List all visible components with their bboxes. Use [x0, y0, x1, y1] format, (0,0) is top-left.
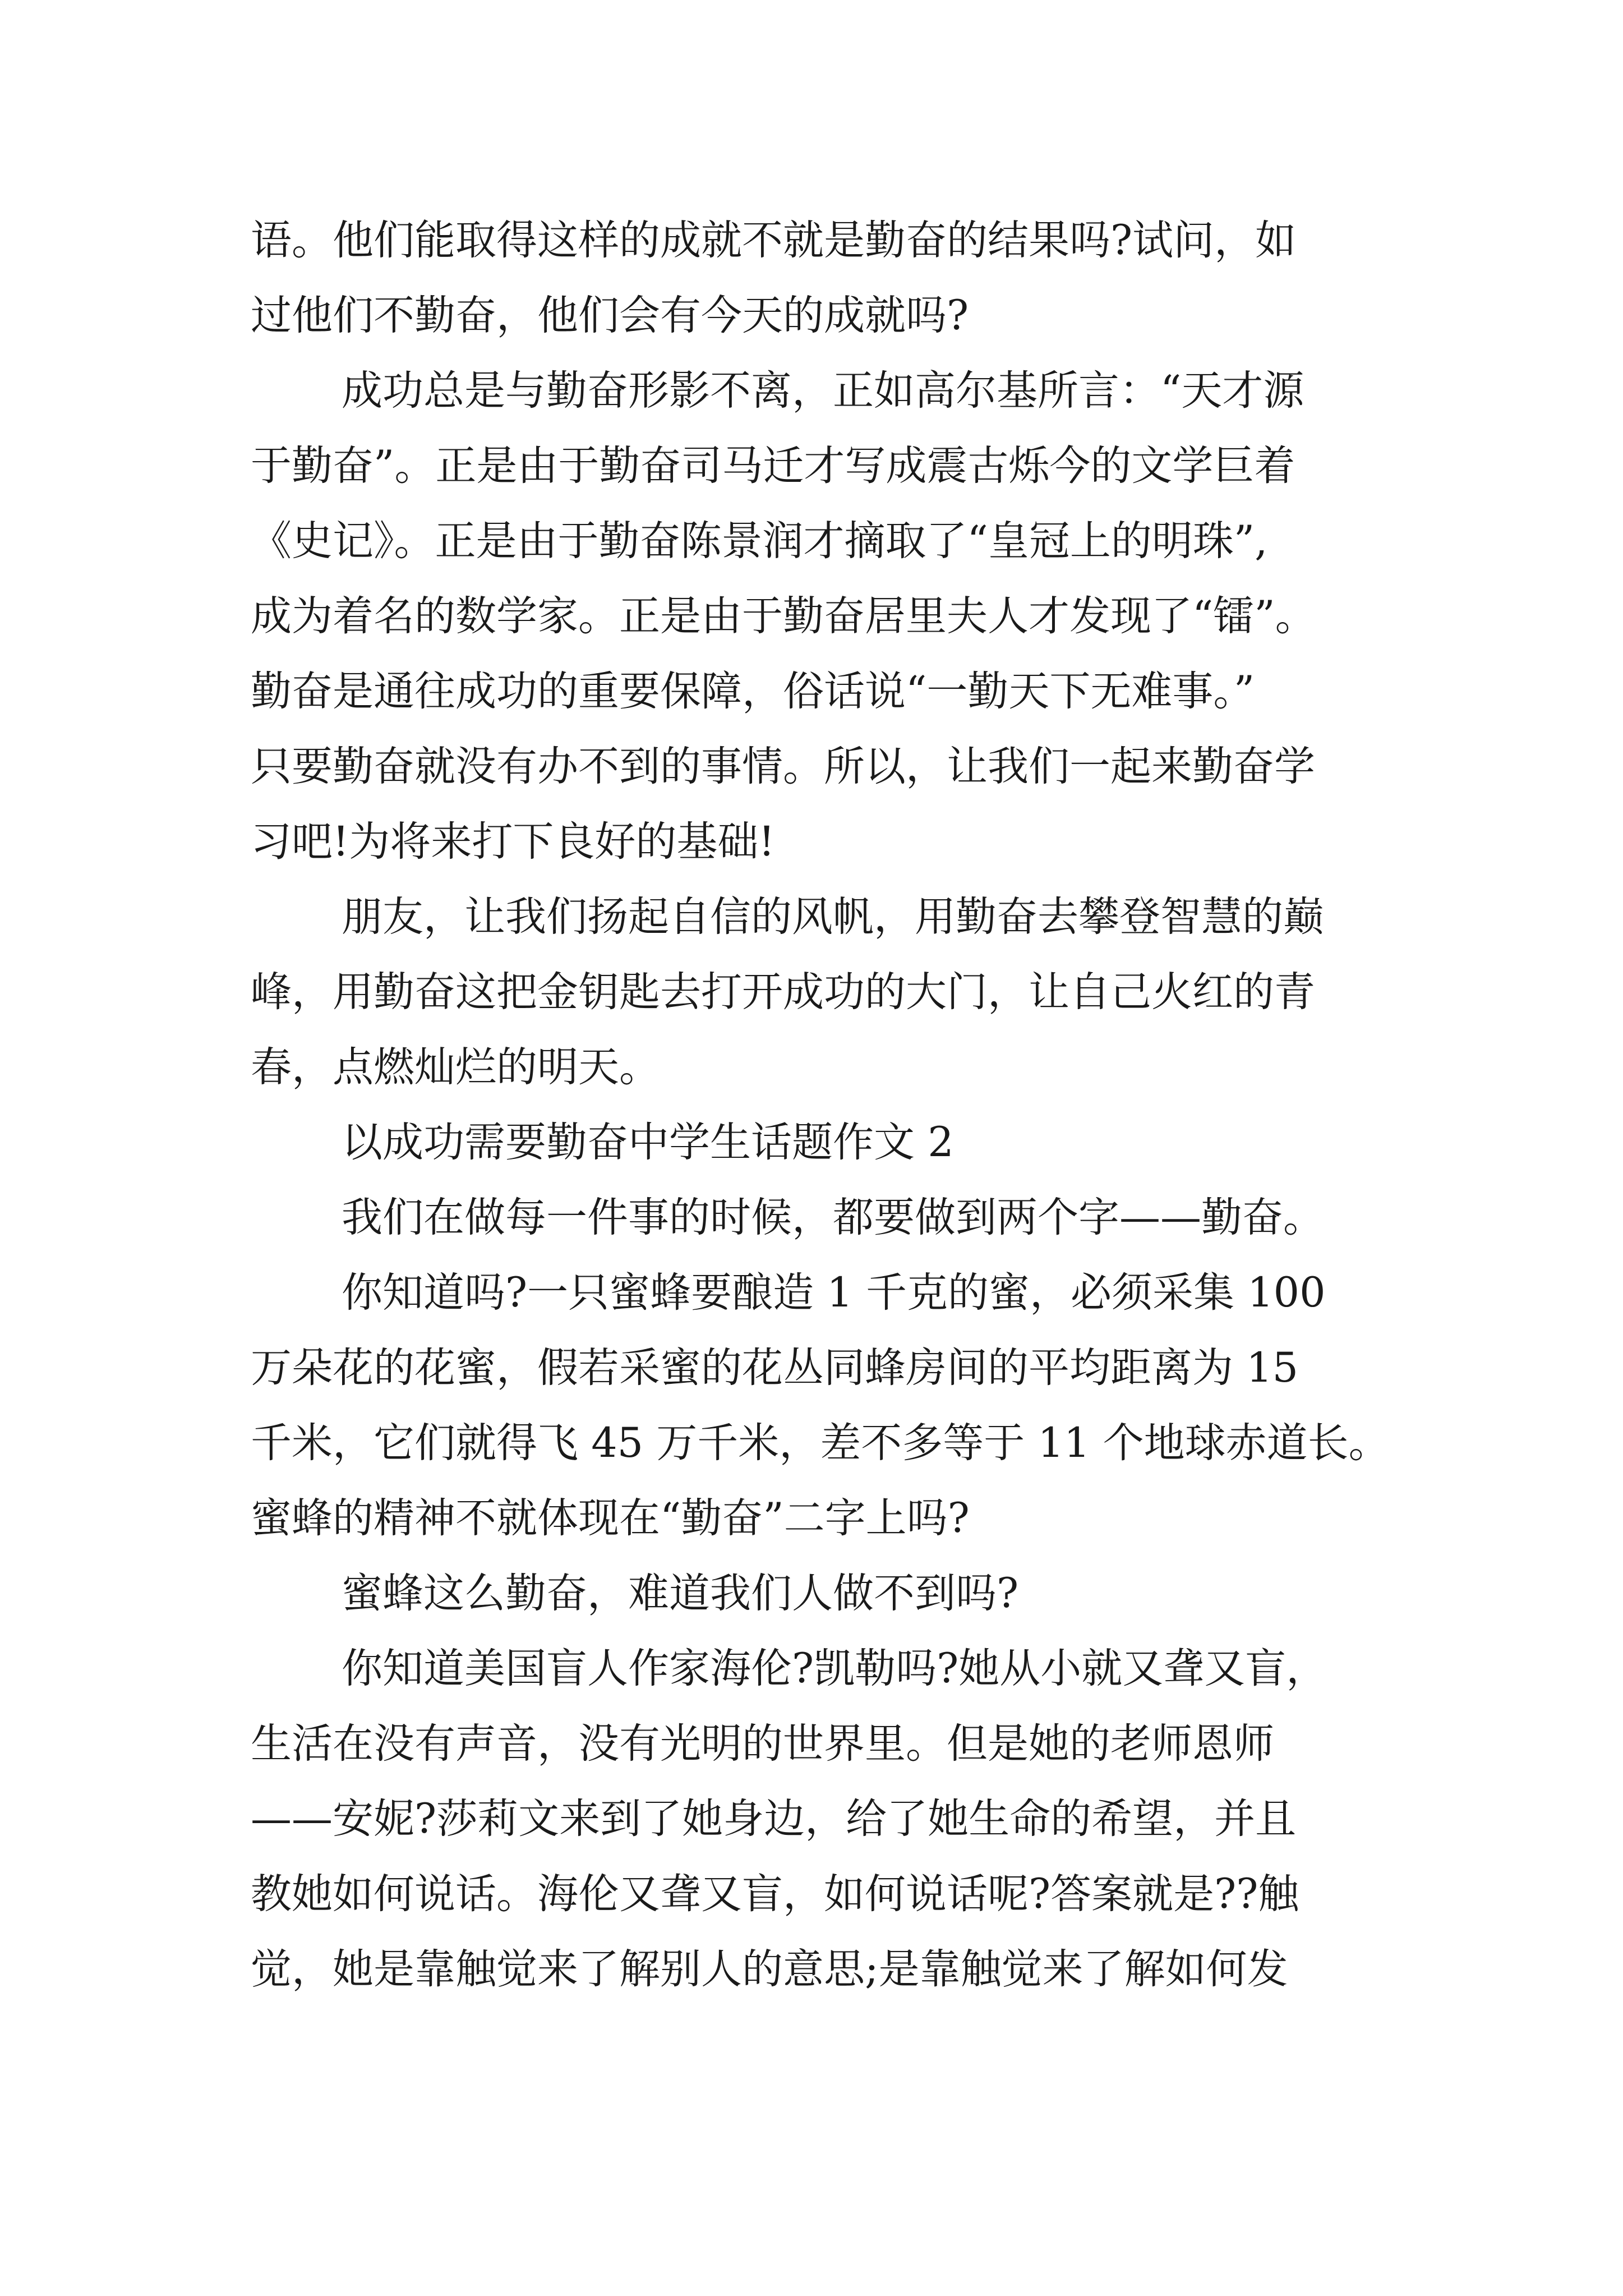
text-line: 勤奋是通往成功的重要保障，俗话说“一勤天下无难事。” — [251, 668, 1255, 715]
text-line: 生活在没有声音，没有光明的世界里。但是她的老师恩师 — [251, 1720, 1274, 1768]
text-line: 于勤奋”。正是由于勤奋司马迁才写成震古烁今的文学巨着 — [251, 442, 1295, 490]
text-line: 春，点燃灿烂的明天。 — [251, 1043, 660, 1091]
section-title: 以成功需要勤奋中学生话题作文 2 — [342, 1119, 954, 1166]
text-line: 你知道美国盲人作家海伦?凯勒吗?她从小就又聋又盲， — [342, 1645, 1327, 1692]
text-line: 蜜蜂这么勤奋，难道我们人做不到吗? — [342, 1570, 1019, 1617]
text-line: 觉，她是靠触觉来了解别人的意思;是靠触觉来了解如何发 — [251, 1945, 1288, 1993]
text-line: 蜜蜂的精神不就体现在“勤奋”二字上吗? — [251, 1494, 970, 1542]
text-line: 你知道吗?一只蜜蜂要酿造 1 千克的蜜，必须采集 100 — [342, 1269, 1326, 1317]
text-line: 峰，用勤奋这把金钥匙去打开成功的大门，让自己火红的青 — [251, 968, 1315, 1016]
text-line: 成功总是与勤奋形影不离，正如高尔基所言：“天才源 — [342, 367, 1304, 415]
text-line: 万朵花的花蜜，假若采蜜的花丛同蜂房间的平均距离为 15 — [251, 1344, 1299, 1392]
body-text — [251, 203, 1417, 2007]
text-line: 《史记》。正是由于勤奋陈景润才摘取了“皇冠上的明珠”, — [251, 517, 1268, 565]
text-line: 只要勤奋就没有办不到的事情。所以，让我们一起来勤奋学 — [251, 743, 1315, 790]
text-line: 我们在做每一件事的时候，都要做到两个字——勤奋。 — [342, 1194, 1324, 1241]
text-line: ——安妮?莎莉文来到了她身边，给了她生命的希望，并且 — [251, 1795, 1297, 1843]
text-line: 千米，它们就得飞 45 万千米，差不多等于 11 个地球赤道长。 — [251, 1419, 1390, 1467]
text-line: 成为着名的数学家。正是由于勤奋居里夫人才发现了“镭”。 — [251, 592, 1316, 640]
text-line: 语。他们能取得这样的成就不就是勤奋的结果吗?试问，如 — [251, 217, 1297, 264]
text-line: 教她如何说话。海伦又聋又盲，如何说话呢?答案就是??触 — [251, 1870, 1299, 1918]
text-line: 习吧!为将来打下良好的基础! — [251, 818, 775, 866]
text-line: 朋友，让我们扬起自信的风帆，用勤奋去攀登智慧的巅 — [342, 893, 1324, 941]
text-line: 过他们不勤奋，他们会有今天的成就吗? — [251, 292, 969, 339]
